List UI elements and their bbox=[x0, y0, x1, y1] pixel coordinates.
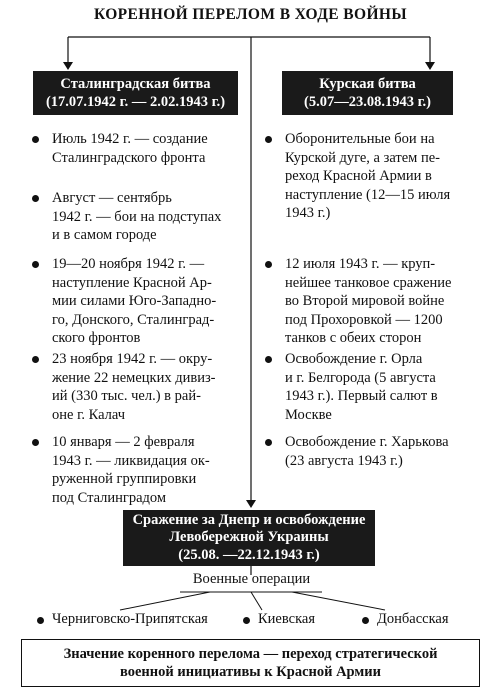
list-item: Освобождение г. Орла и г. Белгорода (5 августа 1943 г.). Первый салют в Москве bbox=[261, 350, 438, 424]
stalingrad-heading bbox=[33, 71, 238, 115]
significance-box bbox=[21, 639, 480, 687]
bullet-icon bbox=[362, 617, 369, 624]
list-item: Август — сентябрь 1942 г. — бои на подступах и в самом городе bbox=[28, 189, 221, 245]
list-item: 10 января — 2 февраля 1943 г. — ликвидация ок- руженной группировки под Сталинградом bbox=[28, 433, 210, 507]
bullet-icon bbox=[243, 617, 250, 624]
bullet-icon bbox=[32, 195, 39, 202]
significance-line-2: военной инициативы к Красной Армии bbox=[120, 664, 381, 680]
list-item: 19—20 ноября 1942 г. — наступление Красной Ар- мии силами Юго-Западно- го, Донского, Сталинград- ского фронтов bbox=[28, 255, 216, 348]
bullet-icon bbox=[32, 439, 39, 446]
bullet-icon bbox=[32, 356, 39, 363]
bullet-icon bbox=[32, 261, 39, 268]
list-item: Оборонительные бои на Курской дуге, а затем пе- реход Красной Армии в наступление (12—15 июля 1943 г.) bbox=[261, 130, 450, 223]
bullet-icon bbox=[265, 136, 272, 143]
bullet-icon bbox=[265, 356, 272, 363]
bullet-icon bbox=[37, 617, 44, 624]
operations-label: Военные операции bbox=[192, 571, 311, 587]
bullet-icon bbox=[265, 439, 272, 446]
kursk-heading bbox=[282, 71, 453, 115]
stalingrad-dates: (17.07.1942 г. — 2.02.1943 г.) bbox=[45, 94, 226, 110]
stalingrad-name: Сталинградская битва bbox=[60, 76, 211, 92]
dnieper-line-1: Сражение за Днепр и освобождение bbox=[132, 511, 366, 528]
list-item: 23 ноября 1942 г. — окру- жение 22 немецких дивиз- ий (330 тыс. чел.) в рай- оне г. Калач bbox=[28, 350, 216, 424]
operation-item: Донбасская bbox=[377, 611, 449, 628]
operation-item: Черниговско-Припятская bbox=[52, 611, 208, 628]
list-item: Освобождение г. Харькова (23 августа 1943 г.) bbox=[261, 433, 449, 470]
dnieper-dates: (25.08. —22.12.1943 г.) bbox=[178, 546, 320, 563]
bullet-icon bbox=[32, 136, 39, 143]
dnieper-heading bbox=[123, 510, 375, 566]
kursk-name: Курская битва bbox=[319, 76, 416, 92]
list-item: Июль 1942 г. — создание Сталинградского фронта bbox=[28, 130, 208, 167]
bullet-icon bbox=[265, 261, 272, 268]
list-item: 12 июля 1943 г. — круп- нейшее танковое сражение во Второй мировой войне под Прохоровкой — 1200 танков с обеих сторон bbox=[261, 255, 451, 348]
diagram-title: КОРЕННОЙ ПЕРЕЛОМ В ХОДЕ ВОЙНЫ bbox=[93, 6, 408, 23]
kursk-dates: (5.07—23.08.1943 г.) bbox=[304, 94, 431, 110]
significance-line-1: Значение коренного перелома — переход стратегической bbox=[63, 646, 438, 662]
dnieper-line-2: Левобережной Украины bbox=[169, 529, 329, 546]
operation-item: Киевская bbox=[258, 611, 315, 628]
